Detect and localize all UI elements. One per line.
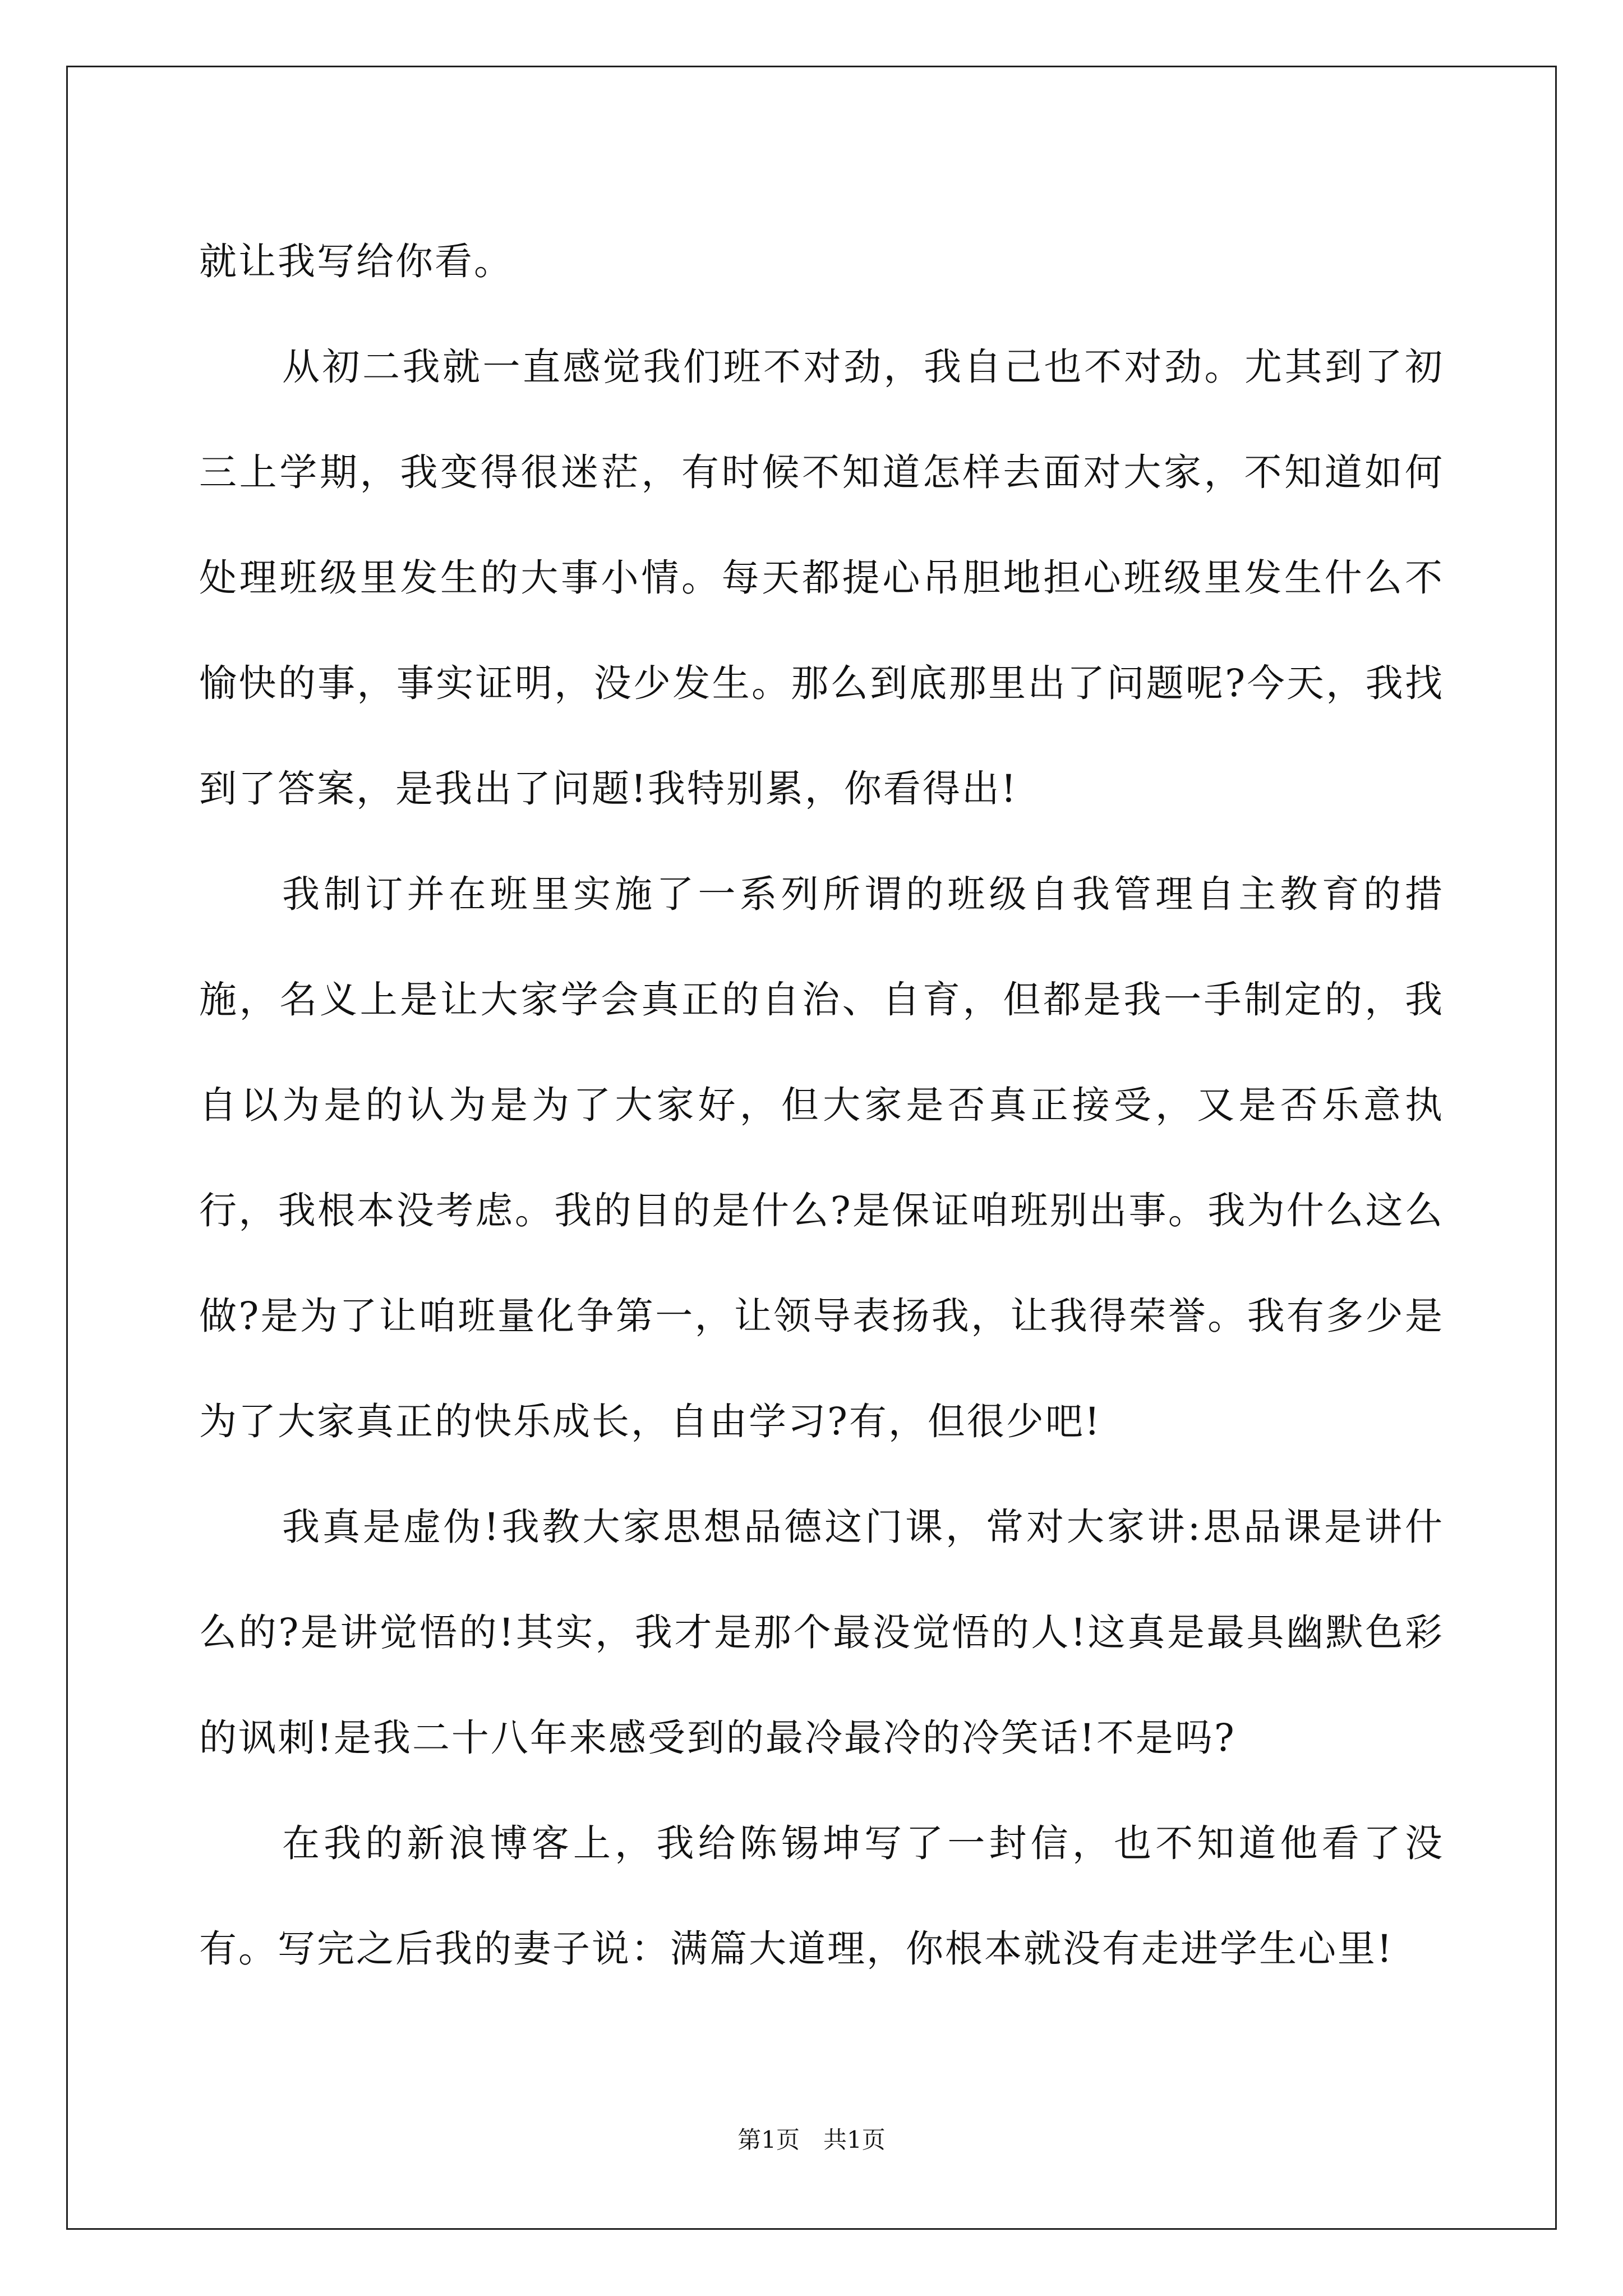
paragraph-3: 我制订并在班里实施了一系列所谓的班级自我管理自主教育的措施，名义上是让大家学会真正的自治、自育，但都是我一手制定的，我自以为是的认为是为了大家好，但大家是否真正接受，又是否乐意执行，我根本没考虑。我的目的是什么?是保证咱班别出事。我为什么这么做?是为了让咱班量化争第一，让领导表扬我，让我得荣誉。我有多少是为了大家真正的快乐成长，自由学习?有，但很少吧! [199,872,1444,1443]
page-number-footer: 第1页 共1页 [737,2126,886,2154]
paragraph-2: 从初二我就一直感觉我们班不对劲，我自己也不对劲。尤其到了初三上学期，我变得很迷茫，有时候不知道怎样去面对大家，不知道如何处理班级里发生的大事小情。每天都提心吊胆地担心班级里发生什么不愉快的事，事实证明，没少发生。那么到底那里出了问题呢?今天，我找到了答案，是我出了问题!我特别累，你看得出! [199,345,1444,811]
document-body [199,209,1444,2001]
paragraph-5: 在我的新浪博客上，我给陈锡坤写了一封信，也不知道他看了没有。写完之后我的妻子说：满篇大道理，你根本就没有走进学生心里! [199,1821,1444,1971]
paragraph-4: 我真是虚伪!我教大家思想品德这门课，常对大家讲:思品课是讲什么的?是讲觉悟的!其实，我才是那个最没觉悟的人!这真是最具幽默色彩的讽刺!是我二十八年来感受到的最冷最冷的冷笑话!不是吗? [199,1505,1444,1760]
paragraph-1: 就让我写给你看。 [199,240,513,283]
